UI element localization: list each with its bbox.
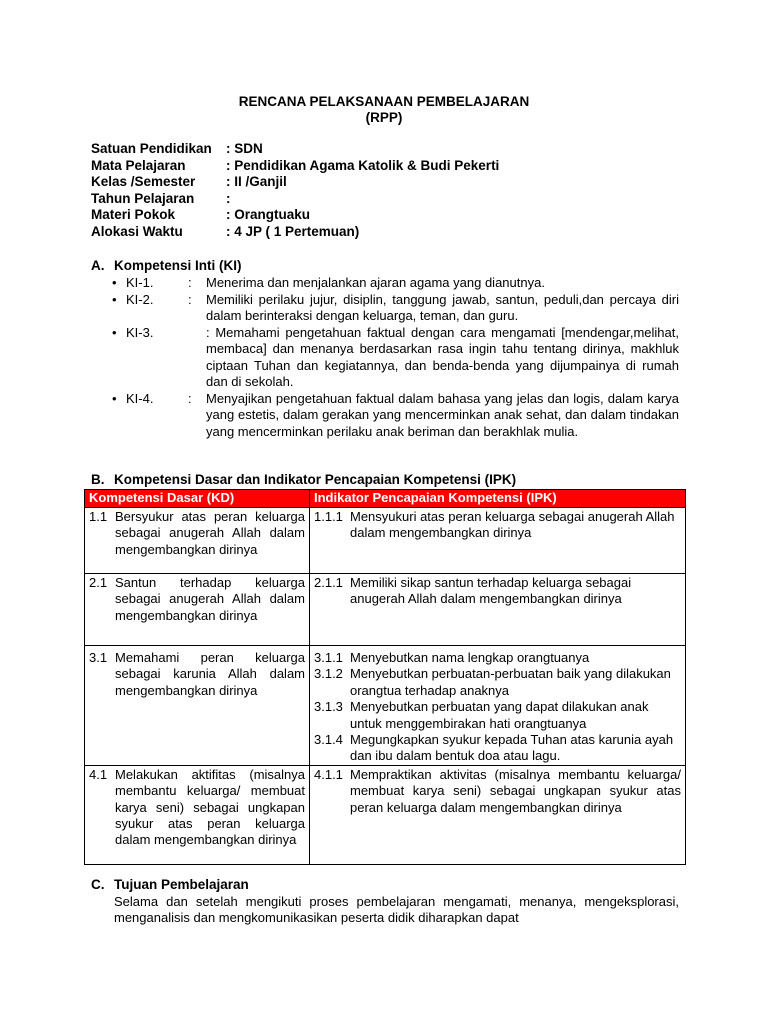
ki-colon: : [188,292,192,307]
kd-text: Memahami peran keluarga sebagai karunia Allah dalam mengembangkan dirinya [115,650,305,698]
kd-number: 4.1 [89,766,108,782]
identity-value: : [226,190,231,206]
section-letter: B. [91,472,105,487]
ipk-number: 1.1.1 [314,509,343,524]
kd-cell [85,765,310,864]
section-letter: A. [91,258,105,273]
section-b-heading [91,472,516,488]
table-row [85,765,686,864]
ipk-item [314,699,681,732]
ki-text: Menerima dan menjalankan ajaran agama yang dianutnya. [206,275,545,290]
section-c-heading [91,877,249,893]
ipk-number: 3.1.4 [314,732,343,748]
kd-text: Melakukan aktifitas (misalnya membantu keluarga/ membuat karya seni) sebagai ungkapan syukur atas peran keluarga dalam mengembangkan dirinya [115,766,305,848]
kd-number: 3.1 [89,650,108,665]
bullet-icon: • [112,325,117,340]
column-header-kd: Kompetensi Dasar (KD) [85,490,310,508]
identity-value: : 4 JP ( 1 Pertemuan) [226,223,360,239]
kd-item [89,509,305,558]
identity-value: : SDN [226,141,263,156]
ki-text: : Memahami pengetahuan faktual dengan cara mengamati [mendengar,melihat, membaca] dan menanya berdasarkan rasa ingin tahu tentang dirinya, makhluk ciptaan Tuhan dan kegiatannya, dan benda-benda yang dijumpainya di rumah dan di sekolah. [206,325,679,390]
identity-label: Tahun Pelajaran [91,190,195,206]
bullet-icon: • [112,275,117,290]
section-title: Tujuan Pembelajaran [114,877,249,892]
ipk-number: 2.1.1 [314,575,343,590]
ipk-item [314,767,681,816]
ipk-item [314,575,681,608]
identity-label: Kelas /Semester [91,174,196,190]
document-title: RENCANA PELAKSANAAN PEMBELAJARAN [238,94,530,109]
ki-text: Menyajikan pengetahuan faktual dalam bahasa yang jelas dan logis, dalam karya yang estetis, dalam gerakan yang mencerminkan anak sehat, dan dalam tindakan yang mencerminkan perilaku anak beriman dan berakhlak mulia. [206,391,679,439]
ipk-number: 4.1.1 [314,766,343,782]
ipk-text: Mensyukuri atas peran keluarga sebagai anugerah Allah dalam mengembangkan dirinya [350,509,675,541]
ipk-cell [310,574,686,646]
ki-colon: : [188,391,192,406]
ipk-cell [310,765,686,864]
kd-number: 2.1 [89,575,108,590]
ipk-text: Megungkapkan syukur kepada Tuhan atas karunia ayah dan ibu dalam bentuk doa atau lagu. [350,732,674,764]
ipk-number: 3.1.2 [314,666,343,682]
identity-value: : Pendidikan Agama Katolik & Budi Pekerti [226,157,500,173]
ipk-number: 3.1.3 [314,699,343,715]
table-row [85,574,686,646]
section-c-paragraph: Selama dan setelah mengikuti proses pembelajaran mengamati, menanya, mengeksplorasi, menganalisis dan mengkomunikasikan peserta didik diharapkan dapat [114,894,679,926]
ipk-item [314,509,681,542]
identity-value: : Orangtuaku [226,207,311,223]
identity-label: Mata Pelajaran [91,157,186,173]
ipk-text: Memiliki sikap santun terhadap keluarga sebagai anugerah Allah dalam mengembangkan dirinya [350,575,632,607]
bullet-icon: • [112,292,117,307]
kd-item [89,650,305,699]
ipk-text: Menyebutkan perbuatan yang dapat dilakukan anak untuk menggembirakan hati orangtuanya [350,699,649,731]
section-a-heading [91,258,242,274]
kd-text: Bersyukur atas peran keluarga sebagai anugerah Allah dalam mengembangkan dirinya [115,509,305,557]
kd-item [89,767,305,849]
bullet-icon: • [112,391,117,406]
ipk-item [314,666,681,699]
document-subtitle: (RPP) [365,110,403,125]
kd-text: Santun terhadap keluarga sebagai anugerah Allah dalam mengembangkan dirinya [115,575,305,623]
kd-cell [85,574,310,646]
kd-item [89,575,305,624]
ipk-text: Menyebutkan nama lengkap orangtuanya [350,650,590,665]
identity-value: : II /Ganjil [226,174,287,190]
ki-code: KI-4. [126,391,154,406]
kd-cell [85,646,310,766]
kd-cell [85,508,310,574]
ipk-number: 3.1.1 [314,650,343,665]
competency-table [84,489,686,865]
table-header-row [85,490,686,508]
identity-label: Materi Pokok [91,207,176,223]
ki-code: KI-1. [126,275,154,290]
identity-label: Satuan Pendidikan [91,141,212,156]
ipk-item [314,732,681,765]
ki-colon: : [188,275,192,290]
section-title: Kompetensi Inti (KI) [114,258,242,273]
ipk-cell [310,508,686,574]
ki-text: Memiliki perilaku jujur, disiplin, tanggung jawab, santun, peduli,dan percaya diri dalam berinteraksi dengan keluarga, teman, dan guru. [206,292,679,324]
identity-label: Alokasi Waktu [91,223,183,239]
ipk-text: Mempraktikan aktivitas (misalnya membantu keluarga/ membuat karya seni) sebagai ungkapan syukur atas peran keluarga dalam mengembangkan dirinya [350,766,681,815]
kd-number: 1.1 [89,509,108,524]
ipk-text: Menyebutkan perbuatan-perbuatan baik yang dilakukan orangtua terhadap anaknya [350,666,671,698]
table-row [85,646,686,766]
section-title: Kompetensi Dasar dan Indikator Pencapaian Kompetensi (IPK) [114,472,517,487]
ipk-item [314,650,681,666]
section-letter: C. [91,877,105,892]
ipk-cell [310,646,686,766]
ki-code: KI-2. [126,292,154,307]
ki-code: KI-3. [126,325,154,340]
column-header-ipk: Indikator Pencapaian Kompetensi (IPK) [310,490,686,508]
table-row [85,508,686,574]
